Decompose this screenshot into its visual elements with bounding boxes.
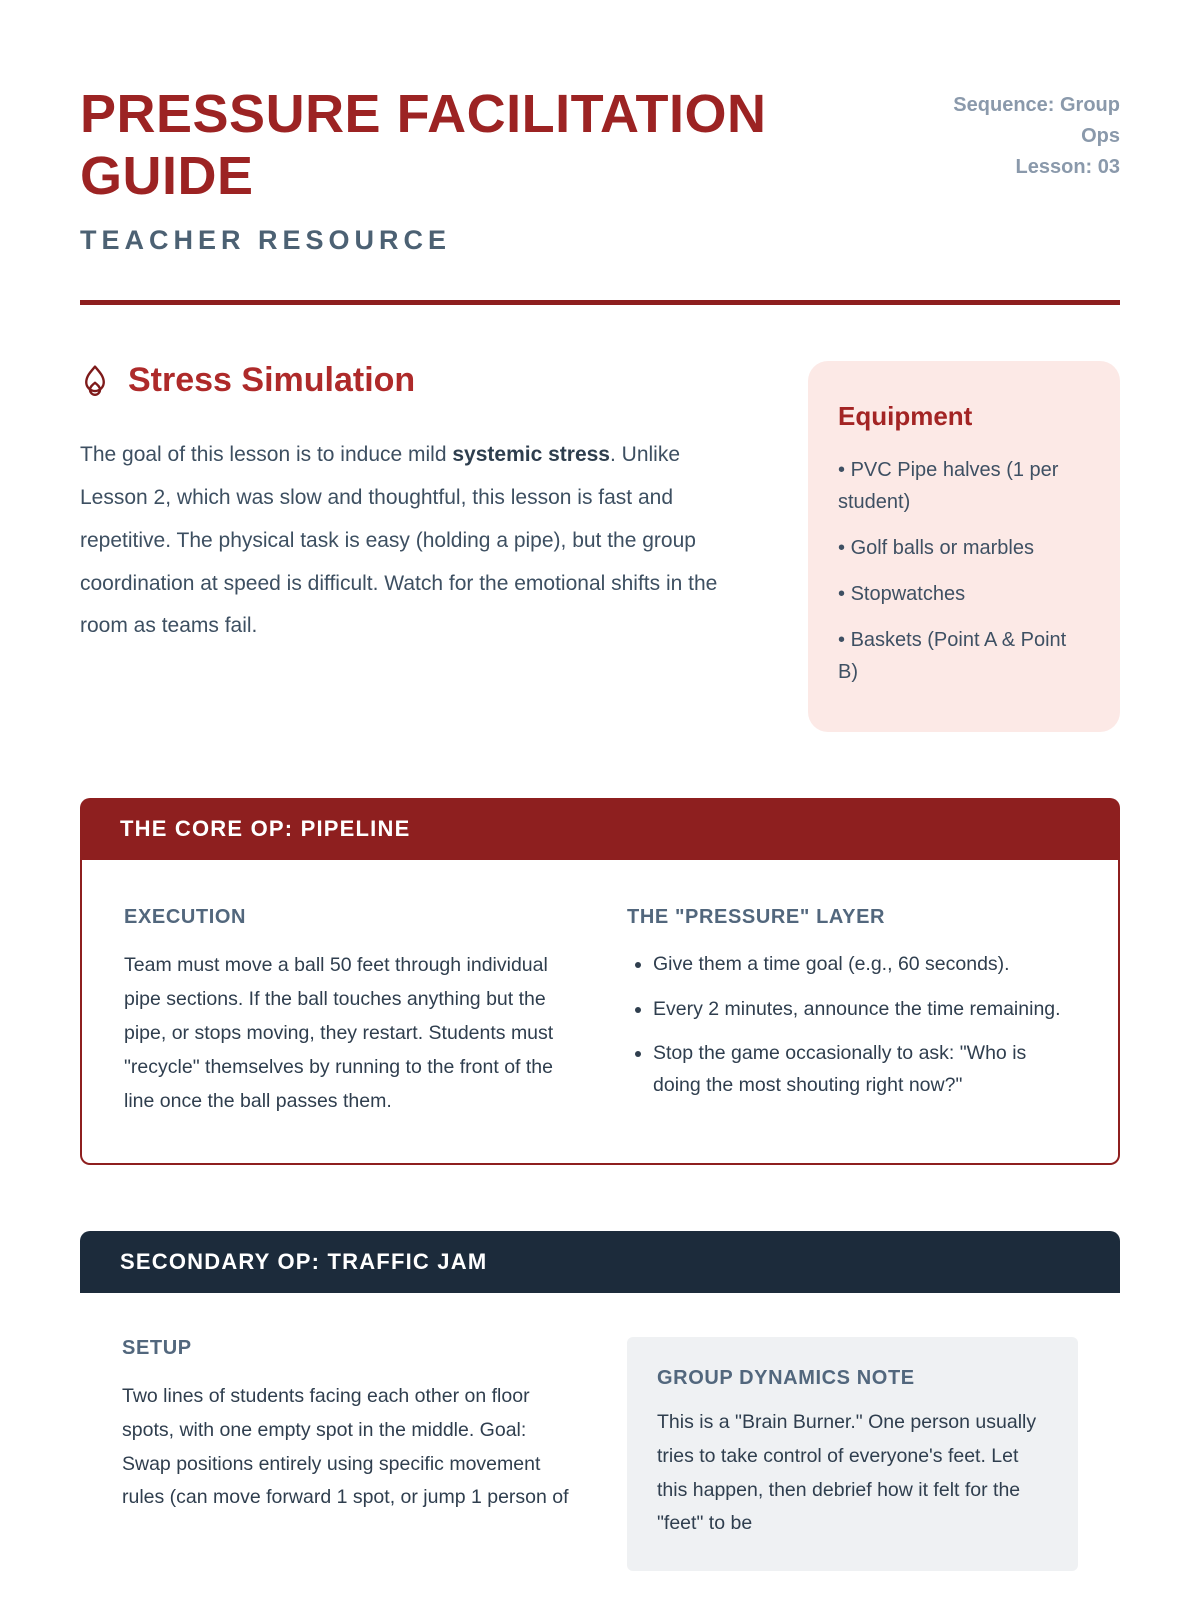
execution-heading: EXECUTION: [124, 906, 247, 929]
intro-heading: [80, 361, 760, 400]
header-meta: [920, 84, 1120, 183]
execution-body: Team must move a ball 50 feet through individual pipe sections. If the ball touches anything but the pipe, or stops moving, they restart. Students must "recycle" themselves by running to the front of the line once the ball passes them.: [124, 954, 554, 1112]
pressure-layer-heading: THE "PRESSURE" LAYER: [627, 906, 886, 929]
intro-text-after: . Unlike Lesson 2, which was slow and thoughtful, this lesson is fast and repetitive. The physical task is easy (holding a pipe), but the group coordination at speed is difficult. Watch for the emotional shifts in the room as teams fail.: [80, 443, 718, 638]
header: [80, 84, 1120, 256]
setup-heading: SETUP: [122, 1336, 192, 1359]
intro-section: [80, 361, 1120, 732]
execution-column: [124, 906, 573, 1119]
core-op-card-body: [80, 860, 1120, 1165]
equipment-heading: Equipment: [838, 401, 973, 432]
setup-column: [122, 1337, 573, 1572]
equipment-card: [808, 361, 1120, 732]
page-subtitle: TEACHER RESOURCE: [80, 225, 452, 256]
list-item: • Stop the game occasionally to ask: "Who is doing the most shouting right now?": [653, 1038, 1076, 1101]
core-op-card: [80, 798, 1120, 1165]
list-item: • Stopwatches: [838, 578, 1090, 610]
list-item: • Give them a time goal (e.g., 60 seconds).: [653, 949, 1076, 981]
list-item: • PVC Pipe halves (1 per student): [838, 454, 1090, 518]
secondary-op-card-body: [80, 1293, 1120, 1572]
meta-sequence: Sequence: Group Ops: [953, 94, 1120, 147]
pressure-layer-column: [627, 906, 1076, 1119]
intro-left-column: [80, 361, 760, 732]
pressure-layer-list: [627, 949, 1076, 1101]
core-op-card-header: THE CORE OP: PIPELINE: [80, 798, 1120, 860]
header-divider: [80, 300, 1120, 305]
intro-heading-label: Stress Simulation: [128, 361, 416, 400]
group-dynamics-note-body: This is a "Brain Burner." One person usually tries to take control of everyone's feet. Let this happen, then debrief how it felt for the "feet" to be: [657, 1410, 1037, 1535]
intro-text-before: The goal of this lesson is to induce mild: [80, 443, 453, 467]
meta-lesson: Lesson: 03: [1015, 156, 1120, 178]
header-title-block: [80, 84, 910, 256]
list-item: • Every 2 minutes, announce the time remaining.: [653, 994, 1076, 1026]
intro-paragraph: [80, 434, 745, 648]
list-item: • Golf balls or marbles: [838, 532, 1090, 564]
setup-body: Two lines of students facing each other on floor spots, with one empty spot in the middle. Goal: Swap positions entirely using specific movement rules (can move forward 1 spot, or jump 1 person of: [122, 1384, 569, 1509]
group-dynamics-note-box: [627, 1337, 1078, 1572]
intro-bold-text: systemic stress: [452, 443, 610, 467]
page-title: PRESSURE FACILITATION GUIDE: [80, 84, 767, 206]
list-item: • Baskets (Point A & Point B): [838, 624, 1090, 688]
secondary-op-card-header: SECONDARY OP: TRAFFIC JAM: [80, 1231, 1120, 1293]
group-dynamics-note-heading: GROUP DYNAMICS NOTE: [657, 1366, 915, 1389]
flame-icon: [80, 363, 110, 399]
equipment-list: [838, 454, 1090, 688]
secondary-op-card: [80, 1231, 1120, 1572]
